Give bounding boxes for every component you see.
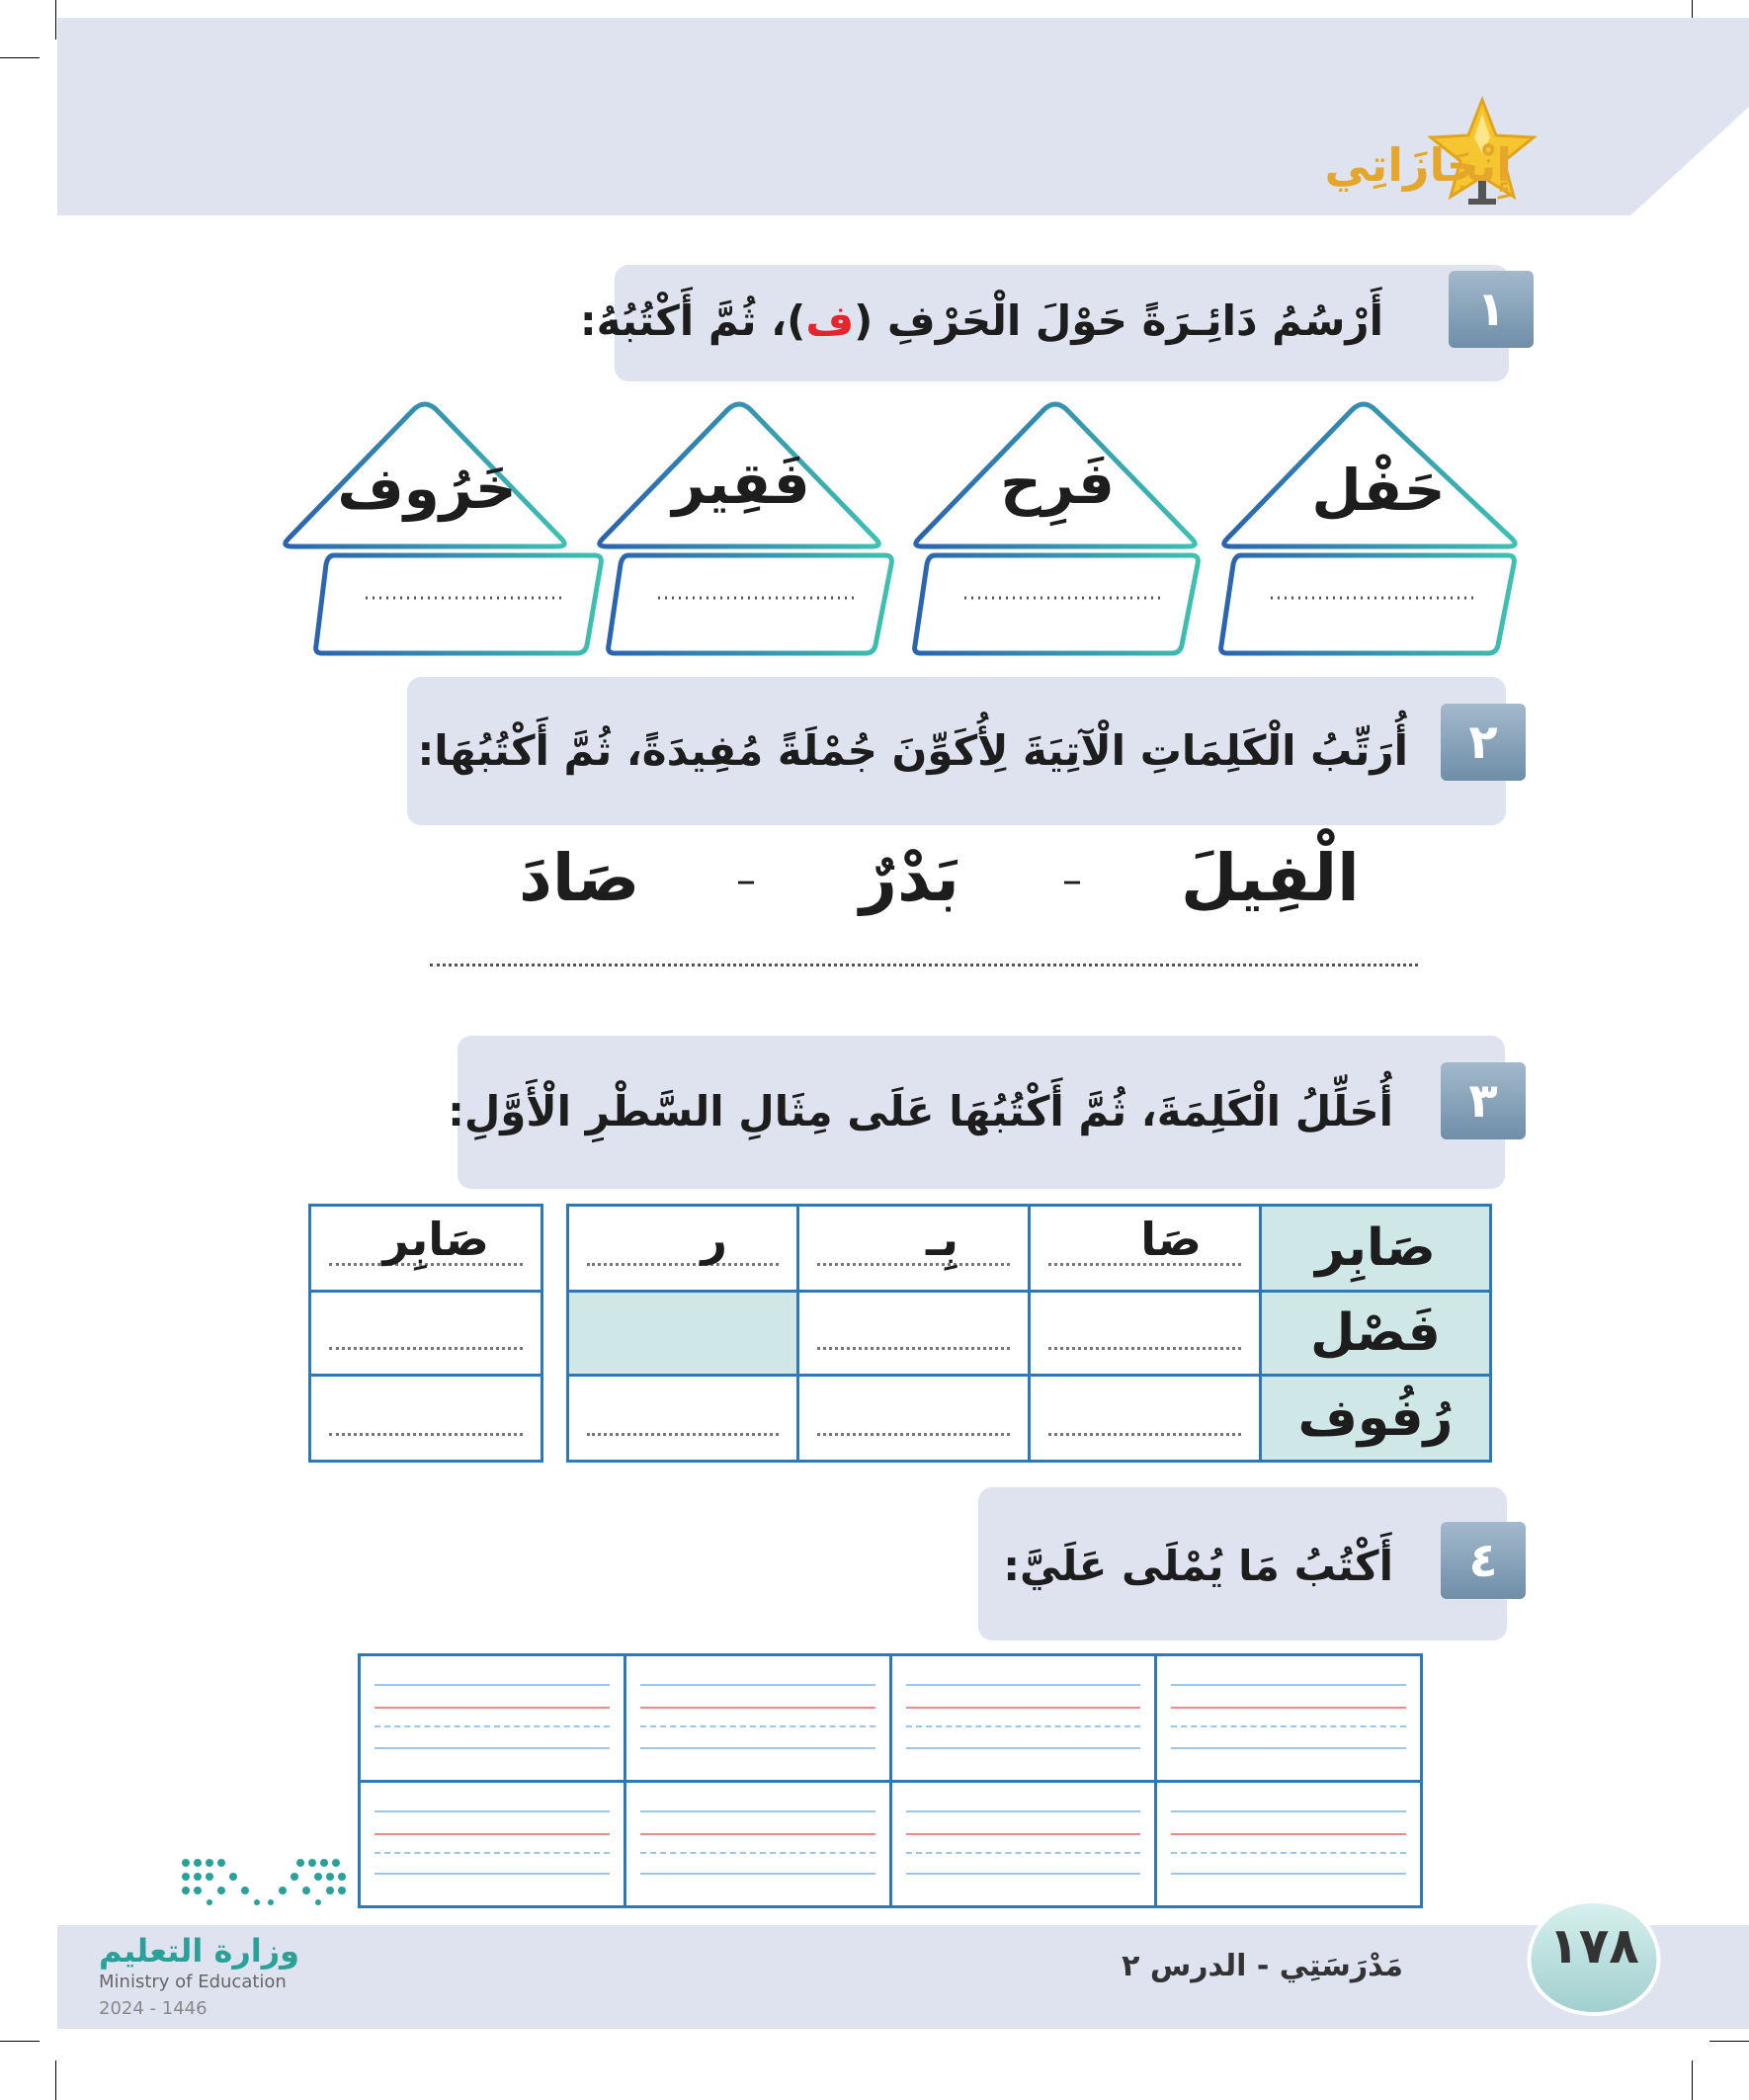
- exercise-3-text: أُحَلِّلُ الْكَلِمَةَ، ثُمَّ أَكْتُبُهَا عَلَى مِثَالِ السَّطْرِ الْأَوَّلِ:: [448, 1087, 1393, 1135]
- ex2-word-3: صَادَ: [519, 840, 640, 916]
- ex2-word-2: بَدْرٌ: [860, 840, 959, 916]
- writing-guide-line: [906, 1725, 1141, 1727]
- writing-guide-line: [1171, 1852, 1406, 1854]
- footer-band: [57, 1925, 1749, 2029]
- table-part-cell[interactable]: [1028, 1374, 1262, 1463]
- writing-guide-line: [640, 1725, 875, 1727]
- writing-guide-line: [375, 1707, 610, 1709]
- writing-guide-line: [906, 1747, 1141, 1749]
- word-text: صَابِر: [1315, 1218, 1436, 1278]
- answer-box: [1221, 555, 1515, 653]
- writing-guide-line: [375, 1833, 610, 1835]
- writing-guide-line: [375, 1725, 610, 1727]
- word-triangles: [277, 390, 1532, 667]
- word-3: فَقِير: [672, 450, 810, 517]
- writing-cell[interactable]: [1154, 1780, 1423, 1909]
- part-text: صَا: [1140, 1213, 1202, 1266]
- word-text: فَصْل: [1310, 1303, 1441, 1363]
- writing-guide-line: [375, 1684, 610, 1686]
- exercise-4-text: أَكْتُبُ مَا يُمْلَى عَلَيَّ:: [1003, 1542, 1393, 1590]
- table-part-cell: [566, 1290, 799, 1377]
- ex2-separator: –: [736, 858, 756, 903]
- table-part-cell: [1028, 1204, 1262, 1293]
- cell-dots: [817, 1433, 1010, 1436]
- table-result-cell[interactable]: [308, 1290, 543, 1377]
- ministry-logo-icon: [178, 1853, 351, 1912]
- writing-guide-line: [1171, 1810, 1406, 1812]
- word-1: حَفْل: [1311, 457, 1446, 524]
- crop-mark: [0, 57, 40, 58]
- table-word-cell: [1259, 1374, 1492, 1463]
- writing-guide-line: [906, 1852, 1141, 1854]
- crop-mark: [1692, 2060, 1693, 2100]
- exercise-2-number: ٢: [1441, 704, 1526, 781]
- table-part-cell[interactable]: [1028, 1290, 1262, 1377]
- ministry-name-arabic: وزارة التعليم: [99, 1932, 300, 1970]
- ex2-answer-line: [430, 964, 1418, 966]
- part-text: بِـ: [926, 1213, 958, 1266]
- ministry-year: 2024 - 1446: [99, 1998, 208, 2019]
- table-part-cell[interactable]: [796, 1290, 1031, 1377]
- target-letter: ف: [805, 296, 855, 345]
- writing-guide-line: [906, 1684, 1141, 1686]
- ministry-name-english: Ministry of Education: [99, 1972, 287, 1992]
- crop-mark: [1709, 2041, 1749, 2042]
- ex2-separator: –: [1062, 858, 1082, 903]
- cell-dots: [587, 1263, 779, 1266]
- cell-dots: [1048, 1433, 1241, 1436]
- table-part-cell[interactable]: [796, 1374, 1031, 1463]
- writing-guide-line: [1171, 1873, 1406, 1875]
- word-text: رُفُوف: [1297, 1388, 1454, 1448]
- exercise-3-number: ٣: [1441, 1062, 1526, 1139]
- writing-guide-line: [906, 1707, 1141, 1709]
- table-part-cell: [796, 1204, 1031, 1293]
- writing-guide-line: [1171, 1707, 1406, 1709]
- part-text: ر: [701, 1213, 727, 1266]
- writing-guide-line: [375, 1873, 610, 1875]
- table-result-cell: [308, 1204, 543, 1293]
- writing-cell[interactable]: [358, 1653, 626, 1783]
- word-2: فَرِح: [1000, 450, 1115, 517]
- page-title: إِنْجَازَاتِي: [1324, 138, 1512, 192]
- crop-mark: [55, 2060, 56, 2100]
- answer-box: [609, 555, 892, 653]
- exercise-1-number: ١: [1449, 271, 1534, 348]
- writing-cell[interactable]: [624, 1780, 892, 1909]
- cell-dots: [1048, 1347, 1241, 1350]
- writing-cell[interactable]: [889, 1653, 1158, 1783]
- writing-guide-line: [375, 1810, 610, 1812]
- exercise-2-text: أُرَتِّبُ الْكَلِمَاتِ الْآتِيَةَ لِأُكَوِّنَ جُمْلَةً مُفِيدَةً، ثُمَّ أَكْتُبُهَا:: [417, 726, 1408, 775]
- table-word-cell: [1259, 1204, 1492, 1293]
- table-word-cell: [1259, 1290, 1492, 1377]
- writing-cell[interactable]: [358, 1780, 626, 1909]
- writing-guide-line: [375, 1852, 610, 1854]
- writing-grid: [358, 1653, 1420, 1905]
- lesson-label: مَدْرَسَتِي - الدرس ٢: [1122, 1949, 1403, 1983]
- instruction-part: )، ثُمَّ أَكْتُبُهُ:: [579, 296, 806, 345]
- table-result-cell[interactable]: [308, 1374, 543, 1463]
- cell-dots: [329, 1433, 523, 1436]
- writing-guide-line: [640, 1810, 875, 1812]
- crop-mark: [55, 0, 56, 40]
- cell-dots: [817, 1263, 1010, 1266]
- writing-guide-line: [640, 1873, 875, 1875]
- ex2-word-1: الْفِيلَ: [1181, 840, 1360, 916]
- writing-guide-line: [1171, 1833, 1406, 1835]
- writing-guide-line: [1171, 1747, 1406, 1749]
- writing-guide-line: [1171, 1684, 1406, 1686]
- writing-guide-line: [640, 1684, 875, 1686]
- cell-dots: [587, 1433, 779, 1436]
- result-text: صَابِر: [382, 1213, 489, 1266]
- table-part-cell[interactable]: [566, 1374, 799, 1463]
- answer-box: [915, 555, 1199, 653]
- writing-cell[interactable]: [624, 1653, 892, 1783]
- answer-box: [316, 555, 602, 653]
- writing-guide-line: [1171, 1725, 1406, 1727]
- crop-mark: [0, 2041, 40, 2042]
- writing-guide-line: [906, 1873, 1141, 1875]
- instruction-part: أَرْسُمُ دَائِـرَةً حَوْلَ الْحَرْفِ (: [854, 296, 1383, 345]
- exercise-1-text: [580, 296, 1383, 345]
- writing-guide-line: [640, 1747, 875, 1749]
- cell-dots: [817, 1347, 1010, 1350]
- table-part-cell: [566, 1204, 799, 1293]
- writing-guide-line: [375, 1747, 610, 1749]
- cell-dots: [329, 1347, 523, 1350]
- page-number: ١٧٨: [1548, 1917, 1639, 1974]
- writing-guide-line: [906, 1810, 1141, 1812]
- writing-guide-line: [906, 1833, 1141, 1835]
- writing-guide-line: [640, 1852, 875, 1854]
- writing-guide-line: [640, 1833, 875, 1835]
- writing-cell[interactable]: [889, 1780, 1158, 1909]
- writing-guide-line: [640, 1707, 875, 1709]
- word-4: خَرُوف: [337, 455, 517, 522]
- writing-cell[interactable]: [1154, 1653, 1423, 1783]
- exercise-4-number: ٤: [1441, 1522, 1526, 1599]
